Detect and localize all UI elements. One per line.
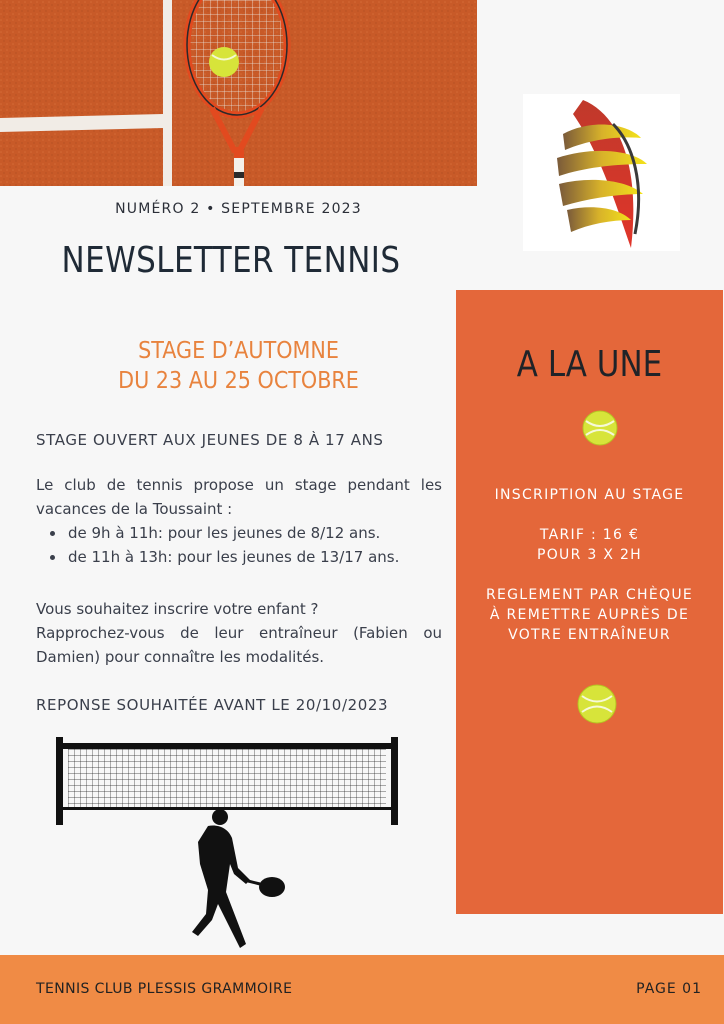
schedule-list (36, 521, 442, 569)
footer-club-name: TENNIS CLUB PLESSIS GRAMMOIRE (36, 981, 293, 997)
a-la-une-title: A LA UNE (516, 344, 663, 385)
stage-intro: Le club de tennis propose un stage pendant les vacances de la Toussaint : (36, 476, 442, 518)
stage-subtitle: STAGE OUVERT AUX JEUNES DE 8 À 17 ANS (36, 431, 384, 449)
schedule-item: • de 11h à 13h: pour les jeunes de 13/17 ans. (66, 545, 442, 569)
issue-line: NUMÉRO 2 • SEPTEMBRE 2023 (115, 201, 362, 217)
enrollment-question: Vous souhaitez inscrire votre enfant ? (36, 600, 319, 618)
enrollment-contact: Rapprochez-vous de leur entraîneur (Fabien ou Damien) pour connaître les modalités. (36, 624, 442, 666)
stage-heading-line1: STAGE D’AUTOMNE (138, 338, 339, 364)
stage-heading (24, 336, 453, 396)
reglement-block (456, 585, 723, 645)
stage-heading-line2: DU 23 AU 25 OCTOBRE (118, 368, 359, 394)
reglement-line: REGLEMENT PAR CHÈQUE (485, 587, 694, 603)
tennis-ball-icon (576, 683, 618, 725)
tarif-price: TARIF : 16 € (539, 527, 640, 543)
reglement-line: À REMETTRE AUPRÈS DE (489, 607, 690, 623)
hero-racket-photo (0, 0, 477, 186)
tarif-sessions: POUR 3 X 2H (536, 547, 643, 563)
a-la-une-panel (456, 290, 723, 914)
stage-description (36, 473, 442, 569)
reglement-line: VOTRE ENTRAÎNEUR (508, 627, 671, 643)
club-logo (523, 94, 680, 251)
footer-bar (0, 955, 724, 1024)
inscription-label: INSCRIPTION AU STAGE (494, 487, 685, 503)
response-deadline: REPONSE SOUHAITÉE AVANT LE 20/10/2023 (36, 696, 389, 714)
schedule-item: • de 9h à 11h: pour les jeunes de 8/12 ans. (66, 521, 442, 545)
enrollment-text (36, 597, 442, 669)
newsletter-title: NEWSLETTER TENNIS (61, 240, 401, 281)
tennis-player-silhouette (190, 808, 290, 950)
tarif-block (456, 525, 723, 565)
footer-page-number: PAGE 01 (636, 981, 702, 997)
tennis-ball-icon (581, 409, 619, 447)
